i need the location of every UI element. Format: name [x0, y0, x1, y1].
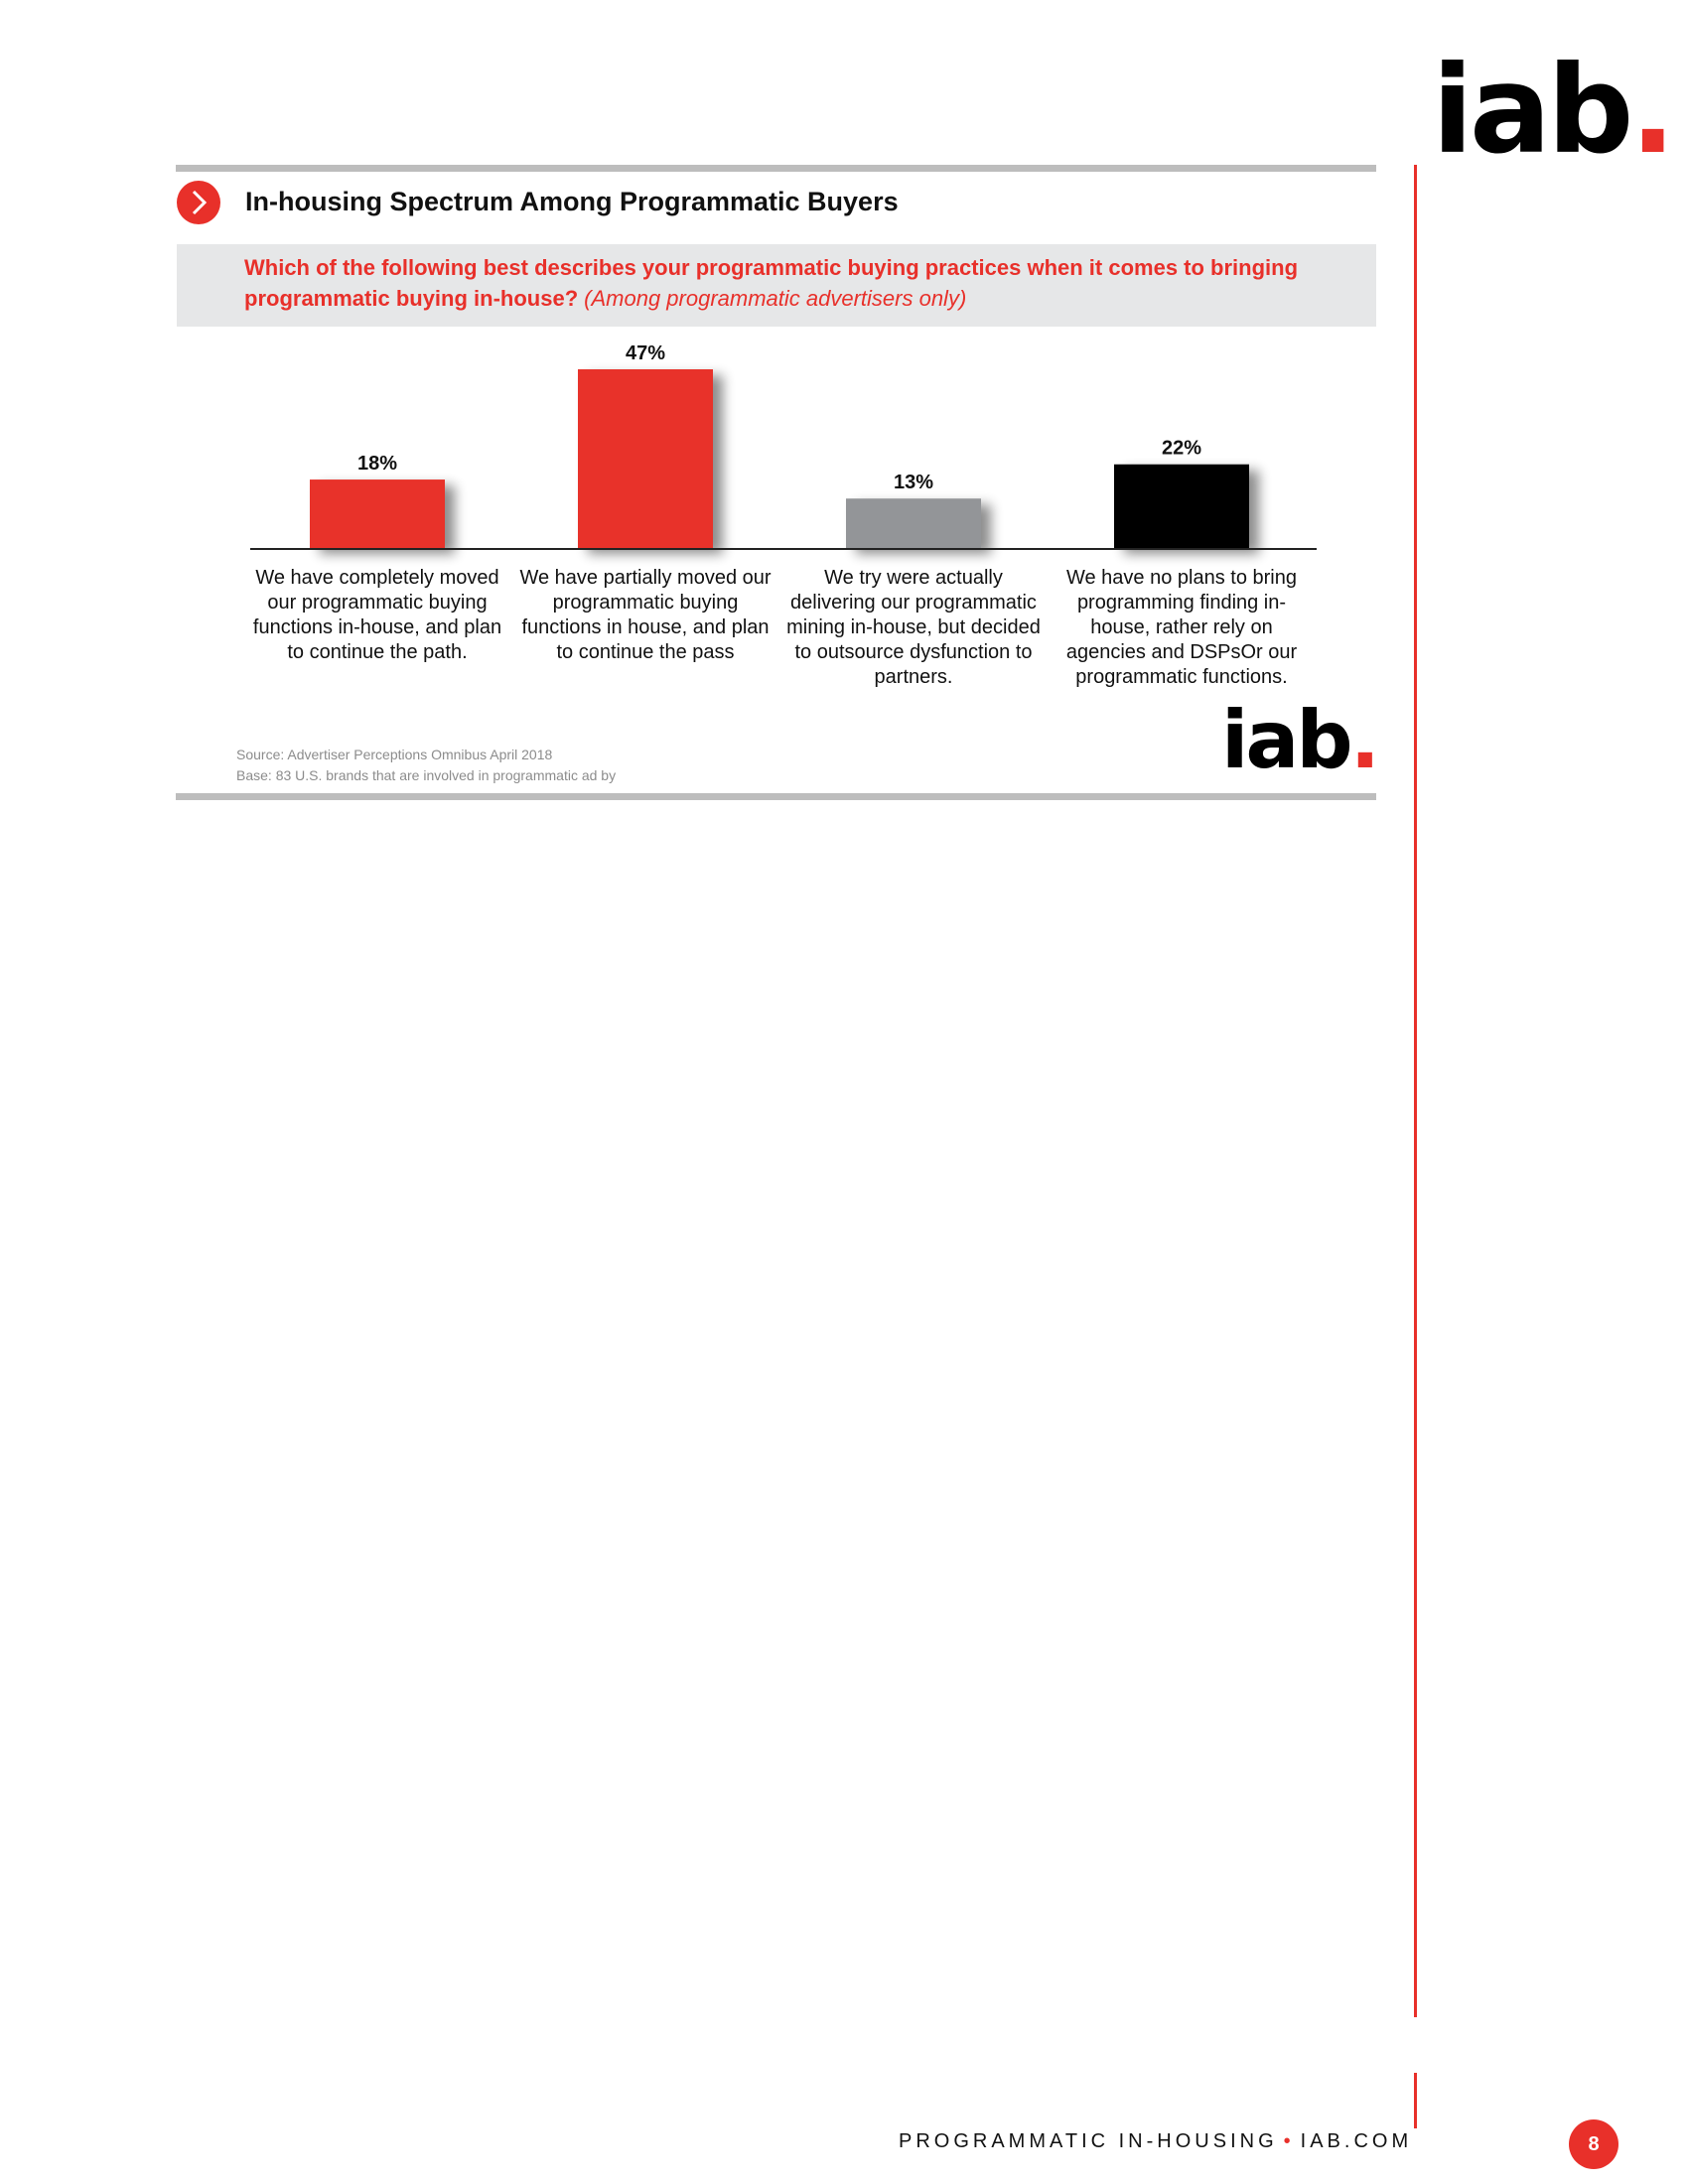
- category-label-4: We have no plans to bring programming finding in-house, rather rely on agencies and DSPsOr our programmatic functions.: [1065, 567, 1298, 688]
- logo-dot: .: [1629, 40, 1672, 181]
- bar-2: [578, 369, 713, 548]
- category-label-2: We have partially moved our programmatic buying functions in house, and plan to continue the pass: [519, 567, 772, 663]
- bar-4: [1114, 465, 1249, 548]
- chart-title: In-housing Spectrum Among Programmatic Buyers: [245, 187, 899, 216]
- page-number-badge: 8: [1569, 2119, 1618, 2169]
- footer-left: PROGRAMMATIC IN-HOUSING: [899, 2130, 1278, 2152]
- logo-dot: .: [1349, 694, 1378, 786]
- source-note: Source: Advertiser Perceptions Omnibus April 2018: [236, 747, 553, 762]
- data-label-1: 18%: [356, 453, 398, 476]
- footer-divider: [1414, 2073, 1417, 2128]
- category-label-1: We have completely moved our programmatic buying functions in-house, and plan to continue the path.: [252, 567, 502, 663]
- logo-text: iab: [1221, 694, 1350, 786]
- base-note: Base: 83 U.S. brands that are involved in programmatic ad by: [236, 767, 617, 783]
- bar-1: [310, 479, 445, 548]
- question-note: (Among programmatic advertisers only): [584, 286, 967, 311]
- category-label-3: We try were actually delivering our programmatic mining in-house, but decided to outsource dysfunction to partners.: [786, 567, 1041, 688]
- footer-separator: •: [1283, 2130, 1295, 2152]
- data-label-3: 13%: [893, 472, 934, 494]
- logo-text: iab: [1432, 40, 1630, 181]
- footer-text: [899, 2130, 1412, 2153]
- footer-right: IAB.COM: [1300, 2130, 1413, 2152]
- data-label-2: 47%: [625, 342, 666, 364]
- iab-logo-chart: [1221, 694, 1378, 786]
- bar-3: [846, 498, 981, 548]
- bottom-rule: [176, 793, 1376, 800]
- question: Which of the following best describes your programmatic buying practices when it comes to bringing programmatic buying in-house?: [244, 255, 1299, 311]
- data-label-4: 22%: [1161, 437, 1202, 460]
